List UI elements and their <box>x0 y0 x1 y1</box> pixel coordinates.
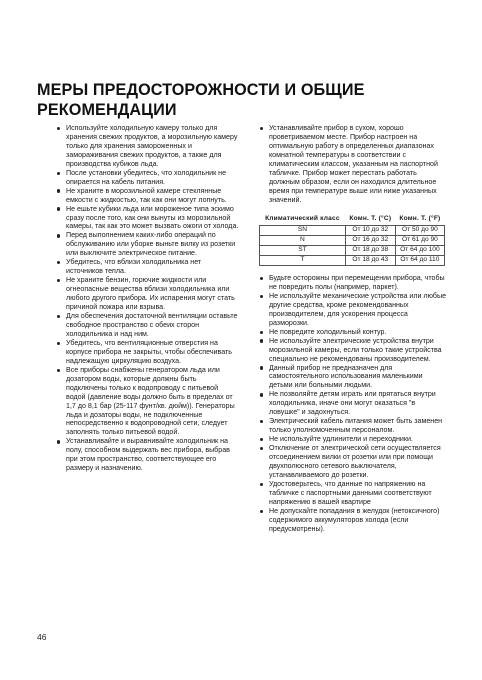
list-item: Не допускайте попадания в желудок (нетоксичного) содержимого аккумуляторов холода (если предусмотрены). <box>259 507 447 534</box>
table-cell: От 18 до 38 <box>345 245 395 255</box>
header-room-temp-c: Комн. Т. (°C) <box>349 214 392 222</box>
list-item: Электрический кабель питания может быть заменен только уполномоченным персоналом. <box>259 417 447 435</box>
table-row <box>260 245 445 255</box>
precautions-list-right <box>259 274 447 534</box>
list-item: Все приборы снабжены генератором льда или дозатором воды, которые должны быть подключены только к водопроводу с питьевой водой (давление воды должно быть в пределах от 1,7 до 8,1 бар (25-117 фунт/кв. дюйм)). Генераторы льда и дозаторы воды, не подключенные непосредственно к водопроводной сети, следует заполнять только питьевой водой. <box>56 366 239 438</box>
table-cell: ST <box>260 245 346 255</box>
list-item: Данный прибор не предназначен для самостоятельного использования маленькими детьми или больными людьми. <box>259 364 447 391</box>
climate-class-table <box>259 215 445 266</box>
table-cell: От 16 до 32 <box>345 235 395 245</box>
list-item: Не используйте механические устройства или любые другие средства, кроме рекомендованных производителем, для ускорения процесса разморозки. <box>259 292 447 328</box>
list-item: Устанавливайте прибор в сухом, хорошо проветриваемом месте. Прибор настроен на оптимальную работу в определенных диапазонах комнатной температуры в соответствии с климатическим классом, указанным на паспортной табличке. Прибор может перестать работать должным образом, если он находился длительное время при температуре выше или ниже указанных значений. <box>259 124 447 205</box>
list-item: Не используйте удлинители и переходники. <box>259 435 447 444</box>
table-row <box>260 225 445 235</box>
list-item: Не храните в морозильной камере стеклянные емкости с жидкостью, так как они могут лопнуть. <box>56 187 239 205</box>
list-item: Используйте холодильную камеру только для хранения свежих продуктов, а морозильную камеру только для хранения замороженных и замораживания свежих продуктов, а также для производства кубиков льда. <box>56 124 239 169</box>
table-cell: От 61 до 90 <box>395 235 444 245</box>
list-item: Не ешьте кубики льда или мороженое типа эскимо сразу после того, как они вынуты из морозильной камеры, так как это может вызвать ожоги от холода. <box>56 205 239 232</box>
table-header-row <box>260 215 445 226</box>
list-item: Удостоверьтесь, что данные по напряжению на табличке с паспортными данными соответствуют напряжению в вашей квартире <box>259 480 447 507</box>
list-item: Не используйте электрические устройства внутри морозильной камеры, если только такие устройства специально не рекомендованы производителем. <box>259 337 447 364</box>
page-title: МЕРЫ ПРЕДОСТОРОЖНОСТИ И ОБЩИЕ РЕКОМЕНДАЦИИ <box>37 80 365 119</box>
table-row <box>260 255 445 265</box>
table-cell: От 50 до 90 <box>395 225 444 235</box>
list-item: Убедитесь, что вентиляционные отверстия на корпусе прибора не закрыты, чтобы обеспечивать надлежащую циркуляцию воздуха. <box>56 339 239 366</box>
table-cell: От 64 до 110 <box>395 255 444 265</box>
table-cell: От 18 до 43 <box>345 255 395 265</box>
list-item: Не позволяйте детям играть или прятаться внутри холодильника, иначе они могут оказаться "в ловушке" и задохнуться. <box>259 390 447 417</box>
list-item: Для обеспечения достаточной вентиляции оставьте свободное пространство с обеих сторон холодильника и над ним. <box>56 312 239 339</box>
list-item: Отключение от электрической сети осуществляется отсоединением вилки от розетки или при помощи двухполюсного сетевого выключателя, устанавливаемого до розетки. <box>259 444 447 480</box>
table-cell: SN <box>260 225 346 235</box>
table-cell: T <box>260 255 346 265</box>
table-row <box>260 235 445 245</box>
left-column <box>56 124 239 473</box>
table-cell: От 64 до 100 <box>395 245 444 255</box>
precautions-list-left <box>56 124 239 473</box>
header-room-temp-f: Комн. Т. (°F) <box>399 214 441 222</box>
header-climate-class: Климатический класс <box>265 214 340 222</box>
table-cell: От 10 до 32 <box>345 225 395 235</box>
list-item: Будьте осторожны при перемещении прибора, чтобы не повредить полы (например, паркет). <box>259 274 447 292</box>
list-item: Не храните бензин, горючие жидкости или огнеопасные вещества вблизи холодильника или любого другого прибора. Их испарения могут стать причиной пожара или взрыва. <box>56 276 239 312</box>
page-number: 46 <box>37 632 47 642</box>
list-item: После установки убедитесь, что холодильник не опирается на кабель питания. <box>56 169 239 187</box>
list-item: Устанавливайте и выравнивайте холодильник на полу, способном выдержать вес прибора, выбрав при этом пространство, соответствующее его размеру и назначению. <box>56 437 239 473</box>
table-cell: N <box>260 235 346 245</box>
list-item: Убедитесь, что вблизи холодильника нет источников тепла. <box>56 258 239 276</box>
list-item: Перед выполнением каких-либо операций по обслуживанию или уборке выньте вилку из розетки или выключите электрическое питание. <box>56 231 239 258</box>
list-item: Не повредите холодильный контур. <box>259 328 447 337</box>
right-column <box>259 124 447 534</box>
precautions-list-right-intro <box>259 124 447 205</box>
